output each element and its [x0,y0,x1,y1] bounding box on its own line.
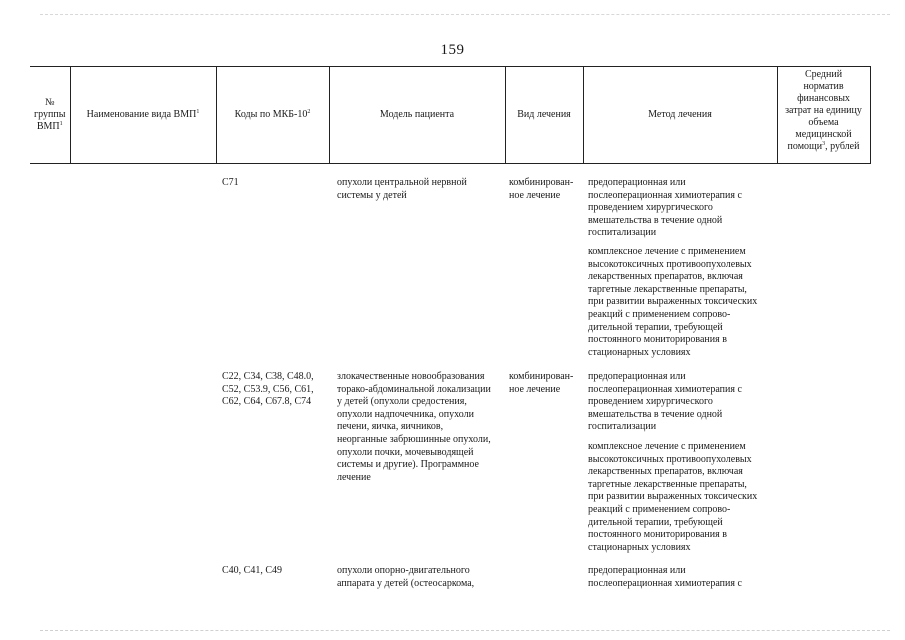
row2-method-1: предоперационная или послеоперационная химиотерапия с проведением хирургического вмешательства в течение одной госпитализации [588,371,742,433]
row3-model: опухоли опорно-двигательного аппарата у детей (остеосаркома, [337,565,475,589]
header-cost: Средний норматив финансовых затрат на единицу объема медицинской помощи$^3$, рублей [777,67,870,164]
header-type: Вид лечения [505,67,583,164]
scan-artifact-top [40,14,890,15]
row2-method-2: комплексное лечение с применением высокотоксичных противоопухолевых лекарственных препаратов, включая таргетные лекарственные препараты, при развитии выраженных токсических реакций с применением сопрово- дительной терапии, требующей постоянного мониторирования в стационарных условиях [588,441,758,553]
row2-codes: C22, C34, C38, C48.0, C52, C53.9, C56, C61, C62, C64, C67.8, C74 [222,371,314,408]
row1-model: опухоли центральной нервной системы у детей [337,177,467,201]
header-name: Наименование вида ВМП$^1$ [70,67,216,164]
header-codes: Коды по МКБ-$10^2$ [216,67,329,164]
row1-codes: C71 [222,177,239,188]
row1-type: комбинирован- ное лечение [509,177,574,201]
row1-method-2: комплексное лечение с применением высокотоксичных противоопухолевых лекарственных препаратов, включая таргетные лекарственные препараты, при развитии выраженных токсических реакций с применением сопрово- дительной терапии, требующей постоянного мониторирования в стационарных условиях [588,246,758,358]
row3-codes: C40, C41, C49 [222,565,283,576]
row1-method-1: предоперационная или послеоперационная химиотерапия с проведением хирургического вмешательства в течение одной госпитализации [588,177,742,239]
row2-model: злокачественные новообразования торако-абдоминальной локализации у детей (опухоли средостения, опухоли надпочечника, опухоли печени, яичка, яичников, неорганные забрюшинные опухоли, опухоли почки, мочевыводящей системы и другие). Программное лечение [337,371,491,483]
page-number: 159 [440,42,465,58]
table-header [30,66,871,164]
row2-type: комбинирован- ное лечение [509,371,574,395]
header-method: Метод лечения [583,67,777,164]
scan-artifact-bottom [40,630,890,631]
row3-method-1: предоперационная или послеоперационная химиотерапия с [588,565,742,589]
header-group-number: № группы ВМП$^1$ [30,67,70,164]
header-model: Модель пациента [329,67,505,164]
